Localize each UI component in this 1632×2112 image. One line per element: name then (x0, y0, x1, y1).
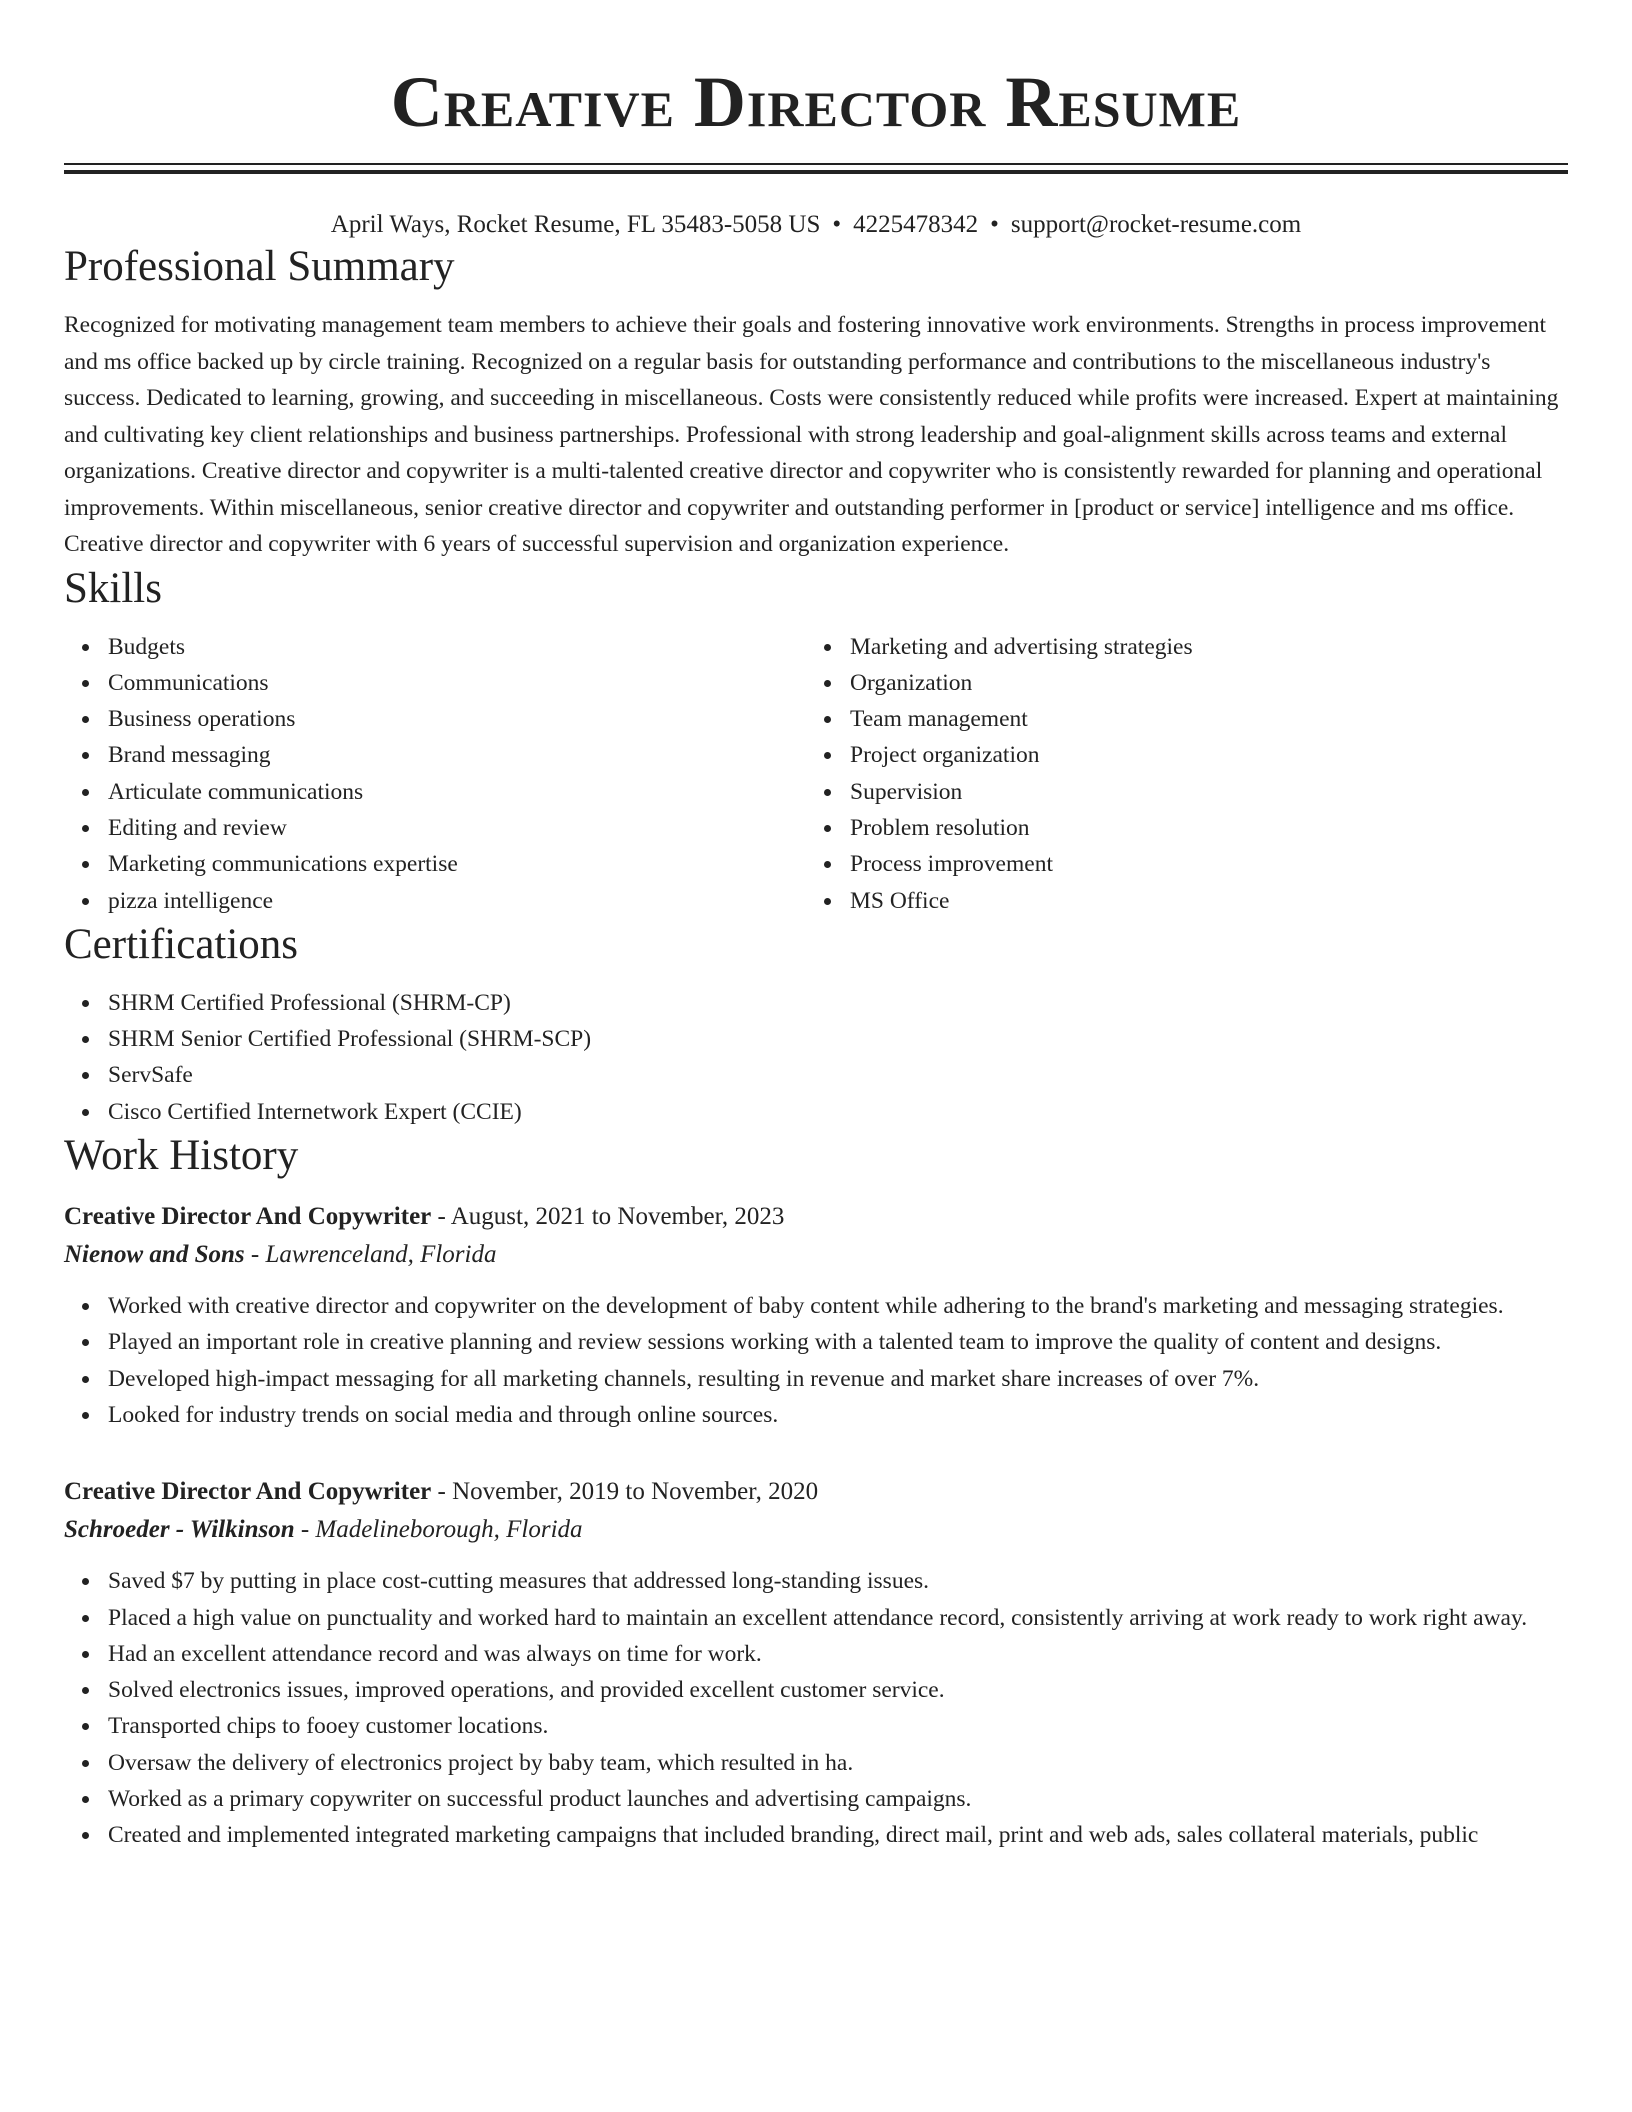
skill-item: MS Office (850, 883, 1548, 919)
job-company: Schroeder - Wilkinson (64, 1516, 295, 1544)
contact-phone: 4225478342 (853, 211, 979, 238)
job-bullet: Created and implemented integrated marketing campaigns that included branding, direct mail, print and web ads, sales collateral materials, public (108, 1817, 1568, 1853)
job-bullets (64, 1563, 1568, 1853)
skills-column-right (806, 629, 1548, 919)
job-location: - Lawrenceland, Florida (244, 1241, 497, 1269)
skill-item: Project organization (850, 737, 1548, 773)
resume-title: Creative Director Resume (390, 62, 1242, 142)
skill-item: Business operations (108, 701, 806, 737)
section-heading-certifications: Certifications (64, 920, 299, 968)
skills-column-left (64, 629, 806, 919)
summary-text: Recognized for motivating management team members to achieve their goals and fostering innovative work environments. Strengths in process improvement and ms office backed up by circle training. Recognized on a regular basis for outstanding performance and contributions to the miscellaneous industry's success. Dedicated to learning, growing, and succeeding in miscellaneous. Costs were consistently reduced while profits were increased. Expert at maintaining and cultivating key client relationships and business partnerships. Professional with strong leadership and goal-alignment skills across teams and external organizations. Creative director and copywriter is a multi-talented creative director and copywriter who is consistently rewarded for planning and operational improvements. Within miscellaneous, senior creative director and copywriter and outstanding performer in [product or service] intelligence and ms office. Creative director and copywriter with 6 years of successful supervision and organization experience. (64, 312, 1559, 557)
section-heading-skills: Skills (64, 564, 162, 612)
contact-line (64, 209, 1568, 241)
job-bullet: Played an important role in creative planning and review sessions working with a talented team to improve the quality of content and designs. (108, 1324, 1568, 1360)
skill-item: Marketing and advertising strategies (850, 629, 1548, 665)
skill-item: Problem resolution (850, 810, 1548, 846)
job-bullet: Had an excellent attendance record and was always on time for work. (108, 1636, 1568, 1672)
skill-item: Process improvement (850, 846, 1548, 882)
contact-separator: • (990, 211, 999, 238)
skill-item: Budgets (108, 629, 806, 665)
job-company-line (64, 1236, 1568, 1274)
job-bullet: Oversaw the delivery of electronics project by baby team, which resulted in ha. (108, 1745, 1568, 1781)
skills-list-left (64, 629, 806, 919)
certification-item: Cisco Certified Internetwork Expert (CCIE) (108, 1094, 1568, 1130)
job-bullet: Looked for industry trends on social media and through online sources. (108, 1397, 1568, 1433)
certification-item: SHRM Senior Certified Professional (SHRM-SCP) (108, 1021, 1568, 1057)
job-bullet: Placed a high value on punctuality and worked hard to maintain an excellent attendance record, consistently arriving at work ready to work right away. (108, 1600, 1568, 1636)
section-heading-summary: Professional Summary (64, 243, 455, 290)
skill-item: Marketing communications expertise (108, 846, 806, 882)
job-bullet: Developed high-impact messaging for all marketing channels, resulting in revenue and market share increases of over 7%. (108, 1361, 1568, 1397)
job-title: Creative Director And Copywriter (64, 1203, 432, 1231)
skill-item: pizza intelligence (108, 883, 806, 919)
skill-item: Communications (108, 665, 806, 701)
job-bullets (64, 1288, 1568, 1433)
job-title-line (64, 1473, 1568, 1511)
skills-list-right (806, 629, 1548, 919)
skills-columns (64, 629, 1568, 919)
section-heading-work-history: Work History (64, 1132, 299, 1180)
skill-item: Brand messaging (108, 737, 806, 773)
certification-item: ServSafe (108, 1057, 1568, 1093)
title-divider (64, 163, 1568, 174)
job-bullet: Worked with creative director and copywriter on the development of baby content while adhering to the brand's marketing and messaging strategies. (108, 1288, 1568, 1324)
job-company-line (64, 1511, 1568, 1549)
certifications-list (64, 985, 1568, 1130)
skill-item: Articulate communications (108, 774, 806, 810)
job-location: - Madelineborough, Florida (294, 1516, 583, 1544)
contact-address: April Ways, Rocket Resume, FL 35483-5058 US (330, 211, 821, 238)
job-bullet: Saved $7 by putting in place cost-cutting measures that addressed long-standing issues. (108, 1563, 1568, 1599)
job-company: Nienow and Sons (64, 1241, 245, 1269)
job-dates: - August, 2021 to November, 2023 (431, 1203, 785, 1231)
job-dates: - November, 2019 to November, 2020 (431, 1478, 819, 1506)
job-entry (64, 1473, 1568, 1853)
job-bullet: Transported chips to fooey customer locations. (108, 1708, 1568, 1744)
job-bullet: Solved electronics issues, improved operations, and provided excellent customer service. (108, 1672, 1568, 1708)
skill-item: Team management (850, 701, 1548, 737)
contact-separator: • (832, 211, 842, 238)
skill-item: Organization (850, 665, 1548, 701)
contact-email[interactable]: support@rocket-resume.com (1010, 211, 1302, 238)
job-entry (64, 1198, 1568, 1433)
job-bullet: Worked as a primary copywriter on successful product launches and advertising campaigns. (108, 1781, 1568, 1817)
job-title-line (64, 1198, 1568, 1236)
certification-item: SHRM Certified Professional (SHRM-CP) (108, 985, 1568, 1021)
skill-item: Supervision (850, 774, 1548, 810)
skill-item: Editing and review (108, 810, 806, 846)
job-title: Creative Director And Copywriter (64, 1478, 432, 1506)
